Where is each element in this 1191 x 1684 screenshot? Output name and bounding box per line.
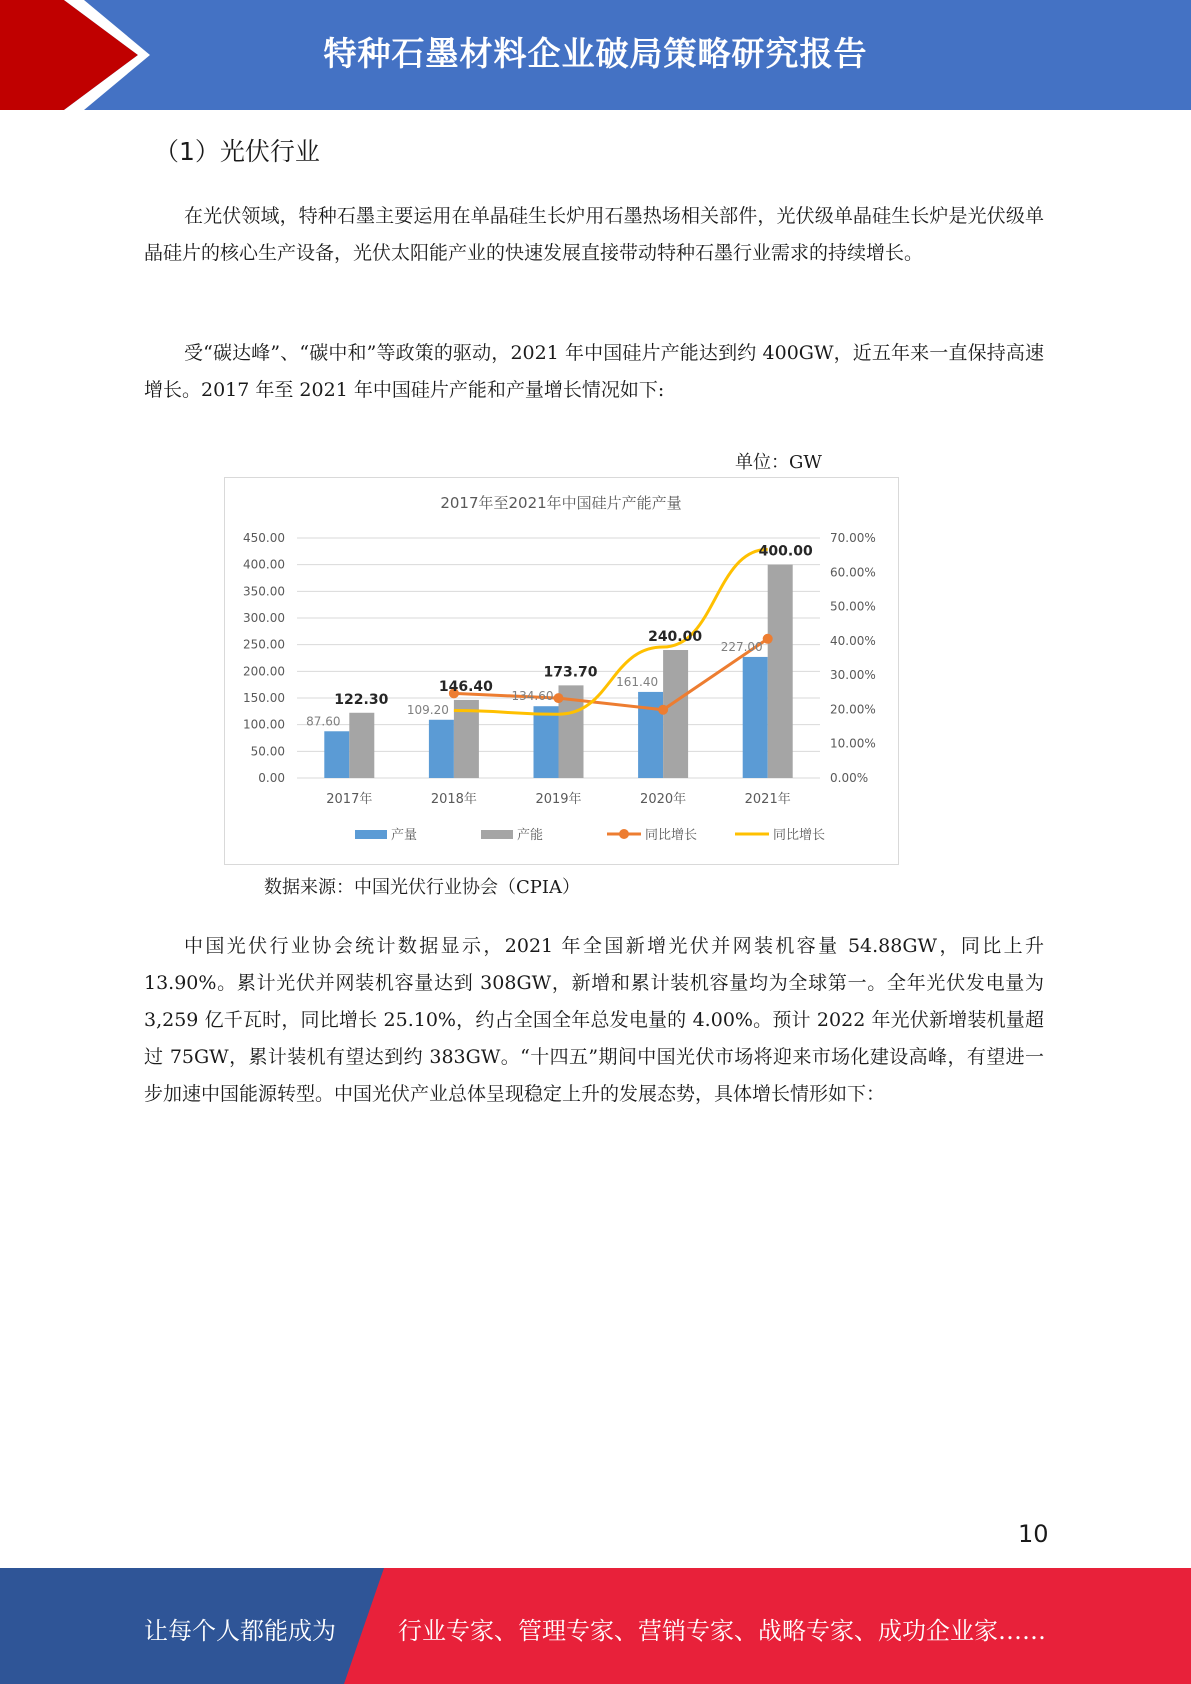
x-tick-label: 2018年 — [430, 792, 477, 807]
y-right-tick-label: 30.00% — [830, 668, 876, 683]
bar-产量 — [743, 657, 768, 778]
bar-产能 — [349, 713, 374, 778]
y-left-tick-label: 350.00 — [243, 584, 285, 599]
bar-label-产量: 161.40 — [616, 674, 659, 689]
x-tick-label: 2020年 — [640, 792, 687, 807]
legend-label: 同比增长 — [773, 828, 826, 843]
y-left-tick-label: 0.00 — [258, 771, 285, 785]
section-heading: （1）光伏行业 — [154, 137, 320, 166]
bar-产量 — [429, 720, 454, 778]
page-number: 10 — [1018, 1520, 1049, 1548]
chart-container — [224, 477, 899, 865]
y-left-tick-label: 450.00 — [243, 531, 285, 545]
x-tick-label: 2021年 — [744, 792, 791, 807]
bar-label-产量: 87.60 — [306, 714, 341, 729]
y-right-tick-label: 10.00% — [830, 736, 876, 751]
y-right-tick-label: 0.00% — [830, 771, 869, 785]
paragraph-1: 在光伏领域，特种石墨主要运用在单晶硅生长炉用石墨热场相关部件，光伏级单晶硅生长炉是光伏级单晶硅片的核心生产设备，光伏太阳能产业的快速发展直接带动特种石墨行业需求的持续增长。 — [144, 205, 1044, 264]
legend-swatch — [355, 830, 387, 839]
bar-label-产能: 173.70 — [543, 664, 598, 681]
chart-unit-label: 单位：GW — [735, 452, 822, 473]
page-header — [0, 0, 1191, 110]
paragraph-2: 受“碳达峰”、“碳中和”等政策的驱动，2021 年中国硅片产能达到约 400GW，近五年来一直保持高速增长。2017 年至 2021 年中国硅片产能和产量增长情况如下: — [144, 342, 1044, 401]
report-title: 特种石墨材料企业破局策略研究报告 — [323, 34, 868, 73]
y-right-tick-label: 40.00% — [830, 633, 876, 648]
footer-slogan-right: 行业专家、管理专家、营销专家、战略专家、成功企业家…… — [398, 1617, 1046, 1645]
series-point — [763, 634, 773, 644]
y-right-tick-label: 20.00% — [830, 702, 876, 717]
paragraph-3: 中国光伏行业协会统计数据显示，2021 年全国新增光伏并网装机容量 54.88GW，同比上升 13.90%。累计光伏并网装机容量达到 308GW，新增和累计装机容量均为全球第一。全年光伏发电量为 3,259 亿千瓦时，同比增长 25.10%，约占全国全年总发电量的 4.00%。预计 2022 年光伏新增装机量超过 75GW，累计装机有望达到约 383GW。“十四五”期间中国光伏市场将迎来市场化建设高峰，有望进一步加速中国能源转型。中国光伏产业总体呈现稳定上升的发展态势，具体增长情形如下： — [144, 935, 1044, 1105]
x-tick-label: 2019年 — [535, 792, 582, 807]
footer-slogan-left: 让每个人都能成为 — [144, 1617, 336, 1645]
wafer-capacity-chart — [225, 478, 898, 864]
series-point — [658, 705, 668, 715]
legend-label: 同比增长 — [645, 828, 698, 843]
bar-产量 — [534, 706, 559, 778]
legend-label: 产量 — [391, 828, 418, 843]
chart-source: 数据来源：中国光伏行业协会（CPIA） — [264, 877, 580, 898]
bar-label-产能: 146.40 — [438, 678, 493, 695]
legend-marker — [619, 829, 629, 839]
series-line-line — [454, 549, 768, 714]
legend-label: 产能 — [517, 828, 544, 843]
series-point — [554, 693, 564, 703]
bar-产量 — [638, 692, 663, 778]
bar-label-产量: 109.20 — [406, 702, 449, 717]
y-right-tick-label: 60.00% — [830, 565, 876, 580]
x-tick-label: 2017年 — [326, 792, 373, 807]
y-left-tick-label: 50.00 — [250, 744, 285, 759]
y-right-tick-label: 70.00% — [830, 531, 876, 545]
page-footer — [0, 1568, 1191, 1684]
bar-label-产量: 227.00 — [720, 639, 763, 654]
y-left-tick-label: 250.00 — [243, 637, 285, 652]
bar-label-产量: 134.60 — [511, 689, 554, 704]
bar-产量 — [324, 731, 349, 778]
y-left-tick-label: 150.00 — [243, 691, 285, 705]
y-left-tick-label: 200.00 — [243, 664, 285, 679]
y-left-tick-label: 300.00 — [243, 611, 285, 625]
bar-label-产能: 240.00 — [648, 629, 703, 645]
y-left-tick-label: 100.00 — [243, 717, 285, 732]
y-left-tick-label: 400.00 — [243, 557, 285, 572]
chart-title: 2017年至2021年中国硅片产能产量 — [440, 494, 682, 512]
legend-swatch — [481, 830, 513, 839]
bar-label-产能: 400.00 — [758, 543, 813, 560]
bar-产能 — [768, 565, 793, 778]
bar-产能 — [663, 650, 688, 778]
y-right-tick-label: 50.00% — [830, 599, 876, 614]
bar-label-产能: 122.30 — [334, 691, 389, 708]
